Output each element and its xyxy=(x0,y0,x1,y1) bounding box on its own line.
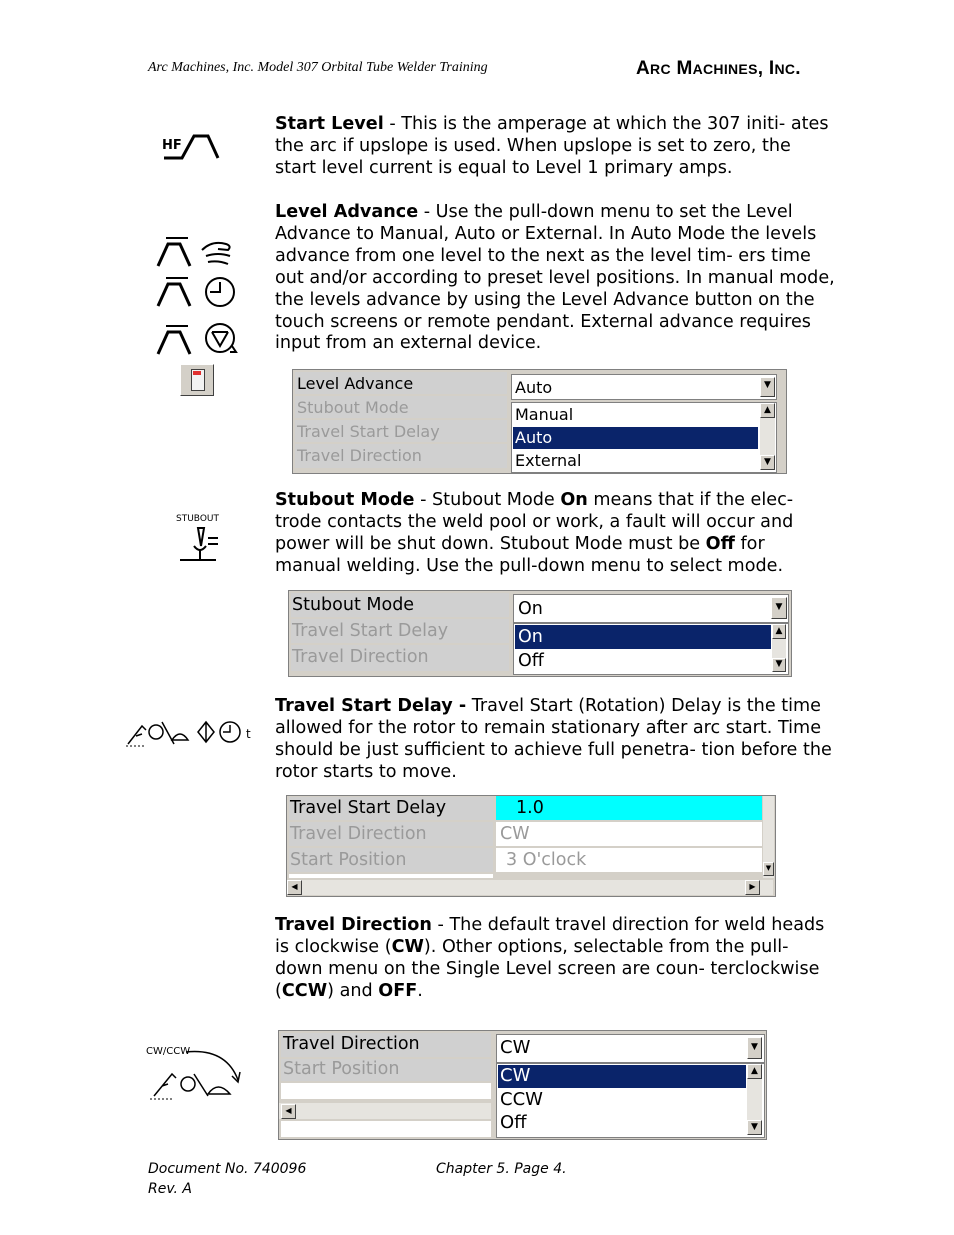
option-cw-selected[interactable]: CW xyxy=(498,1065,746,1088)
svg-text:STUBOUT: STUBOUT xyxy=(176,514,219,524)
travel-direction-label: Travel Direction xyxy=(290,824,427,844)
travel-direction-paragraph: Travel Direction - The default travel direction for weld heads is clockwise (CW). Other options, selectable from the pull-down menu on the Single Level screen are coun- terclockwise (CCW) and OFF. xyxy=(275,915,825,1001)
horizontal-scrollbar[interactable] xyxy=(287,880,773,895)
header-title: Arc Machines, Inc. Model 307 Orbital Tube Welder Training xyxy=(148,60,488,75)
start-position-label: Start Position xyxy=(290,850,407,870)
footer-document-number: Document No. 740096 Rev. A xyxy=(148,1161,307,1197)
option-auto-selected[interactable]: Auto xyxy=(513,427,758,449)
level-advance-options-list[interactable] xyxy=(511,402,777,473)
travel-start-delay-value-field[interactable]: 1.0 xyxy=(496,796,762,820)
travel-start-delay-label: Travel Start Delay xyxy=(292,621,449,641)
travel-direction-label: Travel Direction xyxy=(297,446,422,465)
stubout-mode-options-list[interactable] xyxy=(513,623,789,675)
travel-start-delay-paragraph: Travel Start Delay - Travel Start (Rotation) Delay is the time allowed for the rotor to remain stationary after arc start. Time should be just sufficient to achieve full penetra- tion before the rotor starts to move. xyxy=(275,696,832,782)
horizontal-scrollbar[interactable] xyxy=(279,1103,491,1119)
option-manual[interactable]: Manual xyxy=(515,405,574,424)
level-advance-manual-icon xyxy=(154,234,240,270)
travel-start-delay-screenshot xyxy=(286,795,776,897)
option-off[interactable]: Off xyxy=(518,651,544,671)
company-logo-text: ARC MACHINES, INC. xyxy=(636,58,801,79)
scroll-left-icon[interactable]: ◀ xyxy=(281,1104,296,1119)
svg-text:HF: HF xyxy=(162,138,182,153)
level-advance-external-icon xyxy=(154,322,240,358)
scroll-down-icon[interactable]: ▼ xyxy=(760,455,775,470)
svg-text:CW/CCW: CW/CCW xyxy=(146,1046,191,1057)
start-level-paragraph: Start Level - This is the amperage at which the 307 initi- ates the arc if upslope is used. When upslope is set to zero, the start level current is equal to Level 1 primary amps. xyxy=(275,114,829,178)
option-on-selected[interactable]: On xyxy=(515,625,771,649)
scroll-down-icon[interactable]: ▼ xyxy=(747,1120,762,1135)
scroll-down-icon[interactable]: ▼ xyxy=(763,862,774,876)
scroll-down-icon[interactable]: ▼ xyxy=(772,658,786,672)
travel-start-delay-label: Travel Start Delay xyxy=(290,798,447,818)
scroll-up-icon[interactable]: ▲ xyxy=(772,624,786,639)
pendant-button-icon[interactable] xyxy=(180,364,214,396)
travel-direction-select[interactable]: CW ▼ xyxy=(496,1034,765,1063)
travel-direction-label: Travel Direction xyxy=(283,1034,420,1054)
travel-direction-screenshot xyxy=(278,1030,767,1140)
start-position-label: Start Position xyxy=(283,1059,400,1079)
scroll-up-icon[interactable]: ▲ xyxy=(747,1064,762,1079)
dropdown-arrow-icon[interactable]: ▼ xyxy=(771,597,787,619)
option-off[interactable]: Off xyxy=(500,1112,527,1133)
scroll-up-icon[interactable]: ▲ xyxy=(760,403,775,418)
dropdown-arrow-icon[interactable]: ▼ xyxy=(747,1037,762,1059)
stubout-mode-label: Stubout Mode xyxy=(297,398,409,417)
start-position-value[interactable]: 3 O'clock xyxy=(496,848,762,872)
stubout-icon xyxy=(172,512,232,566)
level-advance-label: Level Advance xyxy=(297,374,414,393)
travel-direction-icon xyxy=(146,1042,250,1102)
travel-start-delay-label: Travel Start Delay xyxy=(297,422,440,441)
svg-text:t: t xyxy=(246,727,251,741)
stubout-mode-paragraph: Stubout Mode - Stubout Mode On means that if the elec- trode contacts the weld pool or work, a fault will occur and power will be shut down. Stubout Mode must be Off for manual welding. Use the pull-down menu to select mode. xyxy=(275,490,794,576)
travel-direction-label: Travel Direction xyxy=(292,647,429,667)
level-advance-auto-icon xyxy=(154,274,240,310)
level-advance-select[interactable]: Auto ▼ xyxy=(511,374,777,400)
travel-direction-options-list[interactable] xyxy=(496,1063,765,1138)
scroll-left-icon[interactable]: ◀ xyxy=(287,880,302,895)
option-ccw[interactable]: CCW xyxy=(500,1089,543,1110)
option-external[interactable]: External xyxy=(515,451,582,470)
scroll-right-icon[interactable]: ▶ xyxy=(745,880,760,895)
start-level-icon xyxy=(160,130,224,164)
level-advance-screenshot xyxy=(292,369,787,474)
level-advance-paragraph: Level Advance - Use the pull-down menu to set the Level Advance to Manual, Auto or External. In Auto Mode the levels advance from one level to the next as the level tim- ers time out and/or according to preset level positions. In manual mode, the levels advance by using the Level Advance button on the touch screens or remote pendant. External advance requires input from an external device. xyxy=(275,202,835,354)
footer-page-number: Chapter 5. Page 4. xyxy=(436,1161,567,1177)
stubout-mode-screenshot xyxy=(288,590,792,677)
travel-start-delay-icon xyxy=(126,718,260,748)
stubout-mode-select[interactable]: On ▼ xyxy=(513,594,789,623)
dropdown-arrow-icon[interactable]: ▼ xyxy=(760,377,775,397)
travel-direction-value[interactable]: CW xyxy=(496,822,762,846)
stubout-mode-label: Stubout Mode xyxy=(292,595,415,615)
